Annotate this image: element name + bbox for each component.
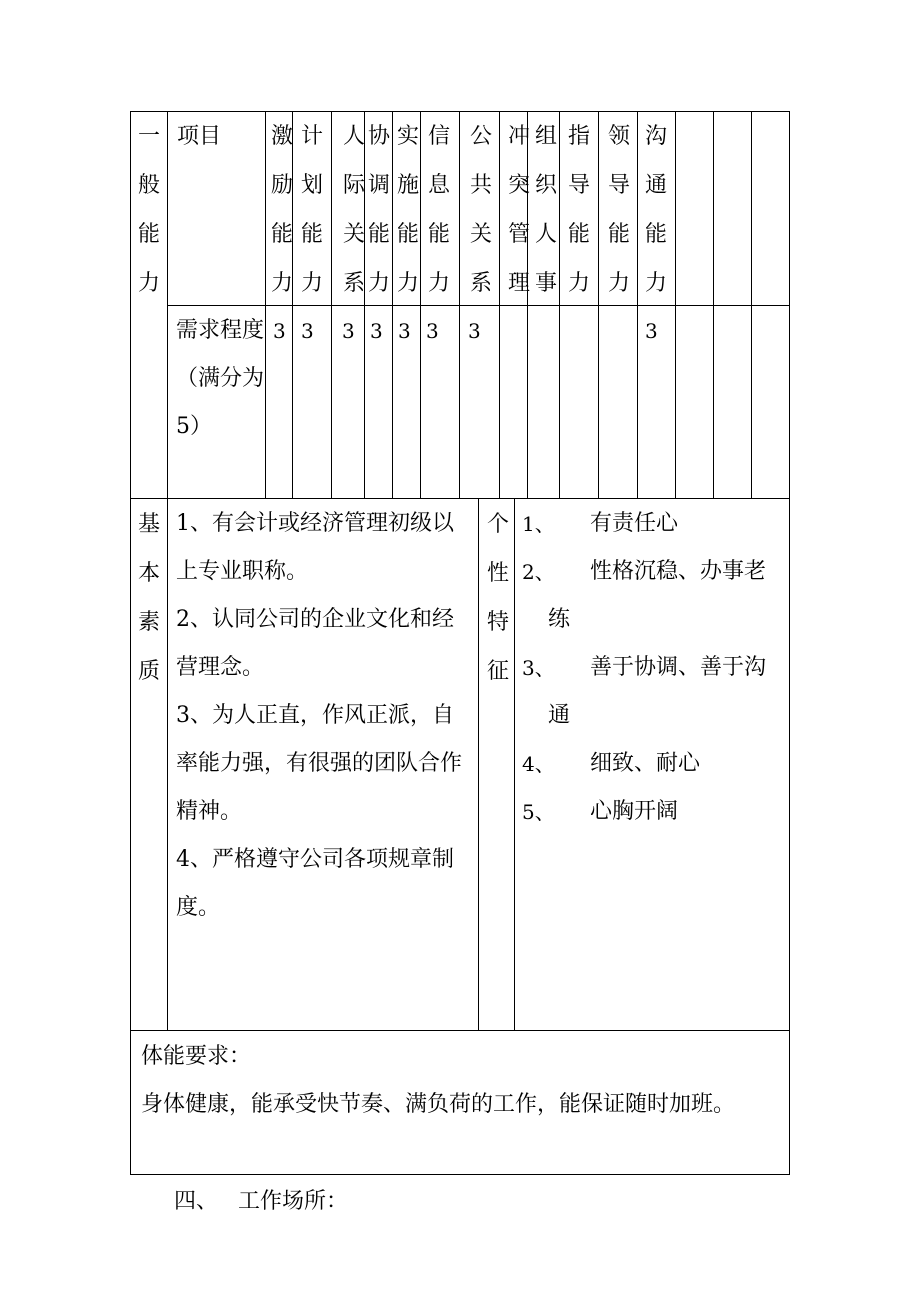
col-divider — [559, 111, 560, 498]
personality-label: 个性特征 — [486, 512, 509, 684]
ability-name: 计划能力 — [300, 124, 323, 296]
ability-name: 实施能力 — [396, 124, 419, 296]
ability-score: 3 — [645, 319, 658, 343]
table-border-bottom — [130, 1174, 790, 1175]
ability-name: 领导能力 — [607, 124, 630, 296]
physical-text: 身体健康，能承受快节奏、满负荷的工作，能保证随时加班。 — [141, 1092, 736, 1117]
item-header: 项目 — [177, 124, 222, 149]
col-divider — [459, 111, 460, 498]
ability-name: 信息能力 — [427, 124, 450, 296]
ability-name: 激励能力 — [270, 124, 293, 296]
list-text: 有责任心 — [590, 511, 679, 536]
physical-title: 体能要求： — [141, 1044, 252, 1069]
list-number: 3、 — [522, 656, 555, 680]
col-divider — [675, 111, 676, 498]
list-text: 性格沉稳、办事老练 — [548, 559, 767, 632]
ability-name: 人际关系 — [342, 124, 365, 296]
list-item — [522, 740, 787, 788]
ability-score: 3 — [426, 319, 439, 343]
row-divider-general — [130, 498, 790, 499]
ability-score: 3 — [342, 319, 355, 343]
ability-name: 协调能力 — [367, 124, 390, 296]
list-item: 2、认同公司的企业文化和经营理念。 — [176, 607, 454, 680]
basic-quality-list — [176, 500, 468, 932]
table-border-right — [789, 111, 790, 1175]
list-item: 3、为人正直，作风正派，自率能力强，有很强的团队合作精神。 — [176, 703, 463, 824]
section-title: 工作场所： — [238, 1189, 349, 1214]
ability-score: 3 — [398, 319, 411, 343]
col-divider — [637, 111, 638, 498]
ability-name: 冲突管理 — [507, 124, 530, 296]
table-border-top — [130, 111, 790, 112]
col-divider — [499, 111, 500, 498]
list-number: 1、 — [522, 512, 555, 536]
row-divider-quality — [130, 1030, 790, 1031]
list-item: 4、严格遵守公司各项规章制度。 — [176, 847, 454, 920]
col-divider — [265, 111, 266, 498]
col-divider — [751, 111, 752, 498]
ability-score: 3 — [273, 319, 286, 343]
ability-name: 公共关系 — [469, 124, 492, 296]
demand-label: 需求程度（满分为5） — [176, 318, 265, 439]
list-number: 2、 — [522, 560, 555, 584]
basic-quality-label: 基本素质 — [137, 512, 160, 684]
col-divider — [598, 111, 599, 498]
list-item — [522, 548, 787, 644]
list-item — [522, 788, 787, 836]
list-number: 5、 — [522, 800, 555, 824]
ability-name: 组织人事 — [534, 124, 557, 296]
list-text: 心胸开阔 — [590, 799, 679, 824]
ability-score: 3 — [370, 319, 383, 343]
col-divider-personality-left — [478, 498, 479, 1030]
list-item — [522, 644, 787, 740]
ability-score: 3 — [468, 319, 481, 343]
personality-list — [522, 500, 787, 836]
list-text: 细致、耐心 — [590, 751, 701, 776]
col-divider-side — [167, 111, 168, 1030]
ability-score: 3 — [301, 319, 314, 343]
ability-name: 指导能力 — [567, 124, 590, 296]
col-divider — [713, 111, 714, 498]
table-border-left — [130, 111, 131, 1175]
list-item: 1、有会计或经济管理初级以上专业职称。 — [176, 511, 454, 584]
col-divider — [392, 111, 393, 498]
col-divider — [331, 111, 332, 498]
list-number: 4、 — [522, 752, 555, 776]
col-divider-personality-right — [514, 498, 515, 1030]
section-number: 四、 — [174, 1189, 219, 1214]
list-text: 善于协调、善于沟通 — [548, 655, 767, 728]
list-item — [522, 500, 787, 548]
ability-name: 沟通能力 — [644, 124, 667, 296]
general-ability-label: 一般能力 — [137, 124, 160, 296]
